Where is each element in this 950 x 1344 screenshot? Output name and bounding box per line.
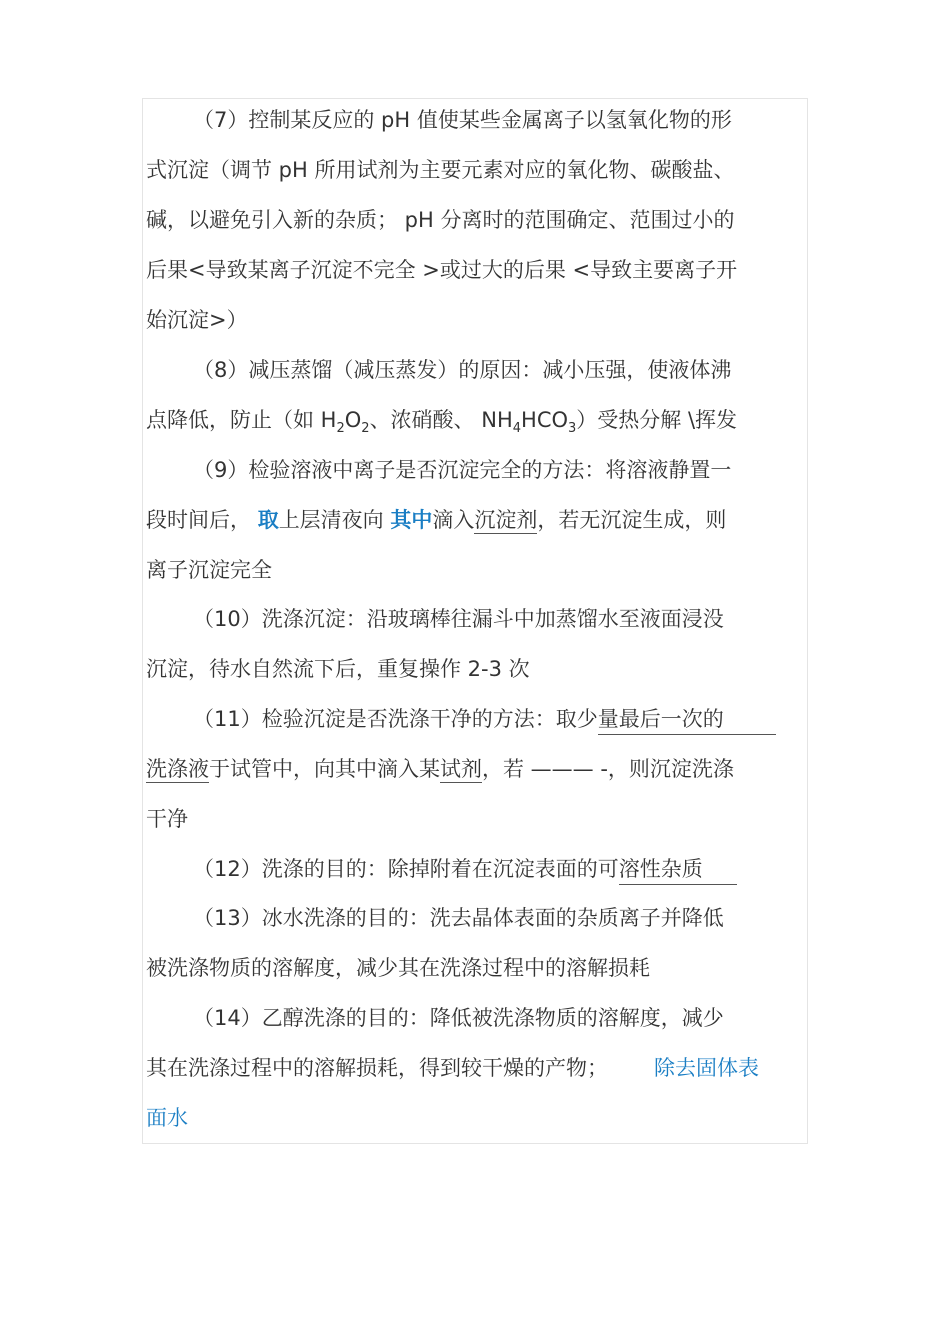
item-8-line-2 [146, 405, 737, 435]
item-8-text-b: O [344, 408, 362, 432]
item-9-line-1: （9）检验溶液中离子是否沉淀完全的方法：将溶液静置一 [193, 458, 732, 482]
item-8-text-a: 点降低，防止（如 H [146, 408, 337, 432]
item-8-sub-1: 2 [336, 421, 345, 436]
item-7-line-4: 后果<导致某离子沉淀不完全 >或过大的后果 <导致主要离子开 [146, 258, 738, 282]
item-11-line-2 [146, 754, 734, 784]
item-9-blank-precipitant: 沉淀剂 [474, 508, 538, 532]
item-11-text-b: 于试管中，向其中滴入某 [209, 757, 440, 781]
item-10-line-1: （10）洗涤沉淀：沿玻璃棒往漏斗中加蒸馏水至液面浸没 [193, 607, 724, 631]
item-9-text-e: 滴入 [432, 508, 475, 532]
item-12-text-a: （12）洗涤的目的：除掉附着在沉淀表面的可 [193, 857, 619, 881]
item-8-text-c: 、浓硝酸、 NH [369, 408, 513, 432]
item-14-line-2 [146, 1053, 759, 1083]
item-11-text-d: ，若 ——— -，则沉淀洗涤 [482, 757, 734, 781]
item-7-line-1: （7）控制某反应的 pH 值使某些金属离子以氢氧化物的形 [193, 108, 732, 132]
item-8-line-1: （8）减压蒸馏（减压蒸发）的原因：减小压强，使液体沸 [193, 358, 732, 382]
item-14-text-a: 其在洗涤过程中的溶解损耗，得到较干燥的产物； [146, 1056, 608, 1080]
item-11-blank-wash-liquid: 洗涤液 [146, 757, 209, 781]
item-12-line-1 [193, 854, 737, 885]
item-11-blank-reagent: 试剂 [440, 757, 482, 781]
item-9-text-g: ，若无沉淀生成，则 [537, 508, 727, 532]
item-8-text-d: HCO [521, 408, 569, 432]
item-11-line-3: 干净 [146, 807, 188, 831]
item-9-text-c: 上层清夜向 [278, 508, 391, 532]
item-14-line-1: （14）乙醇洗涤的目的：降低被洗涤物质的溶解度，减少 [193, 1006, 724, 1030]
item-8-text-e: ）受热分解 \挥发 [576, 408, 738, 432]
item-11-text-a: （11）检验沉淀是否洗涤干净的方法：取少 [193, 707, 598, 731]
item-11-line-1 [193, 704, 776, 735]
item-9-highlight-take: 取 [257, 508, 279, 532]
item-7-line-5: 始沉淀>） [146, 308, 248, 332]
item-13-line-2: 被洗涤物质的溶解度，减少其在洗涤过程中的溶解损耗 [146, 956, 650, 980]
item-8-sub-2: 2 [361, 421, 370, 436]
item-14-highlight-remove: 除去固体表 [654, 1056, 759, 1080]
item-11-blank-last-wash: 量最后一次的 [598, 704, 776, 735]
item-9-highlight-among: 其中 [390, 508, 433, 532]
item-14-line-3: 面水 [146, 1106, 188, 1130]
item-8-sub-4: 3 [568, 421, 577, 436]
item-9-line-2 [146, 505, 726, 535]
item-7-line-2: 式沉淀（调节 pH 所用试剂为主要元素对应的氧化物、碳酸盐、 [146, 158, 735, 182]
item-8-sub-3: 4 [512, 421, 522, 436]
item-13-line-1: （13）冰水洗涤的目的：洗去晶体表面的杂质离子并降低 [193, 906, 724, 930]
item-10-line-2: 沉淀，待水自然流下后，重复操作 2-3 次 [146, 657, 530, 681]
item-9-text-a: 段时间后， [146, 508, 258, 532]
item-7-line-3: 碱，以避免引入新的杂质； pH 分离时的范围确定、范围过小的 [146, 208, 735, 232]
item-9-line-3: 离子沉淀完全 [146, 558, 272, 582]
item-12-blank-impurities: 溶性杂质 [619, 854, 737, 885]
